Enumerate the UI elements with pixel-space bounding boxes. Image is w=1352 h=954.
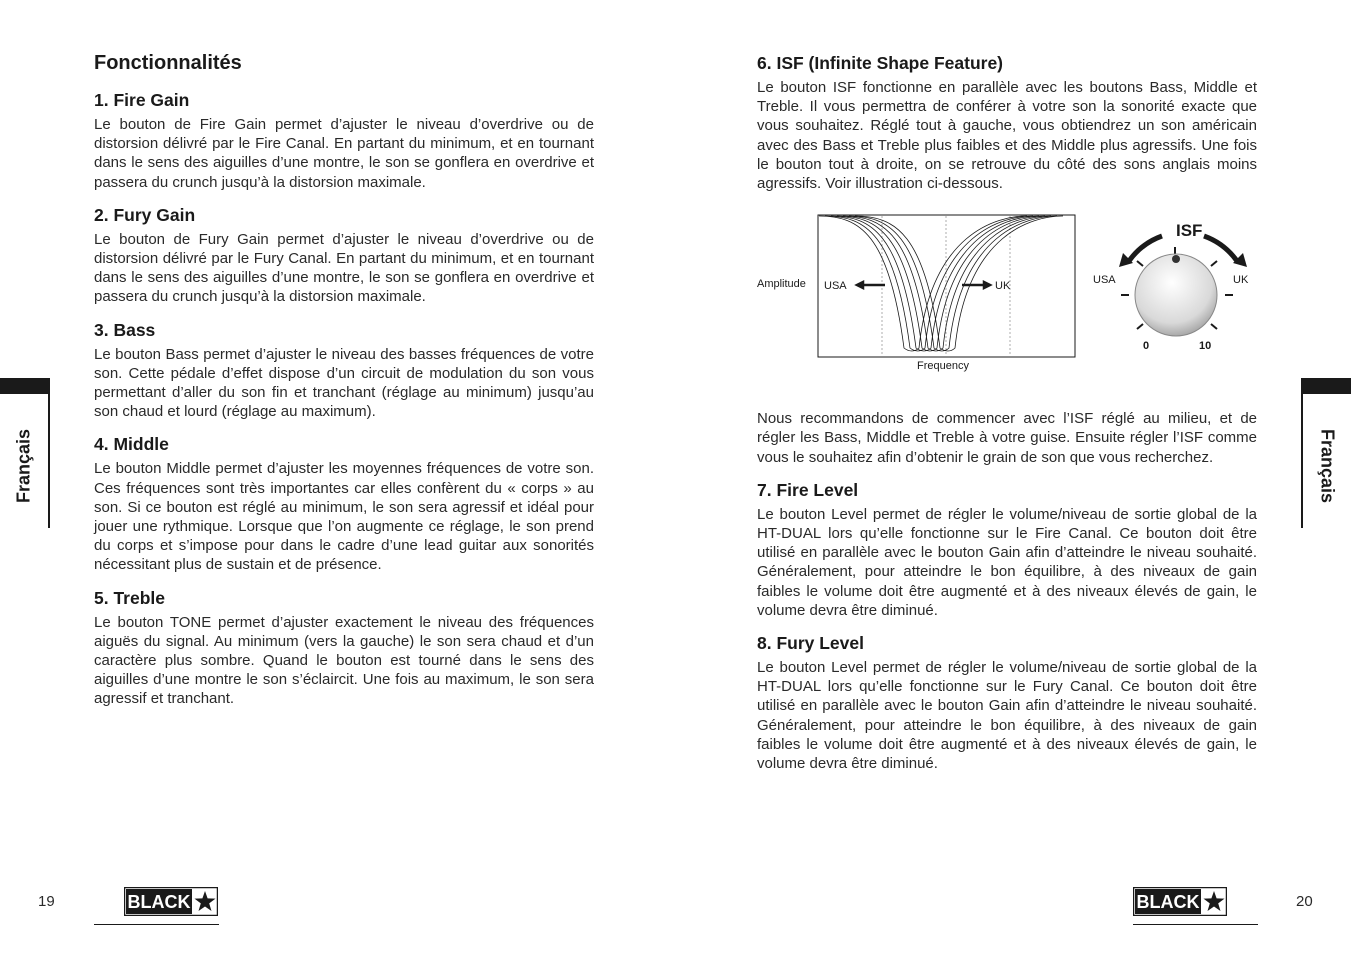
page-number-right: 20 bbox=[1296, 893, 1313, 910]
knob-right-label: UK bbox=[1233, 274, 1249, 287]
section-bass bbox=[94, 319, 594, 422]
knob-indicator bbox=[1172, 255, 1180, 263]
section-fury-level bbox=[757, 632, 1257, 773]
section-body: Le bouton Middle permet d’ajuster les moyennes fréquences de votre son. Ces fréquences sont très importantes car elles confèrent du « corps » au son. Si ce bouton est réglé au minimum, le son sera agressif et idéal pour jouer une rythmique. Lorsque que l’on augmente ce réglage, le son prend du corps et s’impose pour dans le cadre d’une lead guitar aux sonorités nécessitant plus de sustain et de présence. bbox=[94, 460, 594, 574]
section-fire-gain bbox=[94, 89, 594, 192]
knob-arrow-left bbox=[1129, 236, 1162, 261]
section-body: Le bouton de Fury Gain permet d’ajuster le niveau d’overdrive ou de distorsion délivré par le Fury Canal. En partant du minimum, et en tournant dans le sens des aiguilles d’une montre, le son se gonflera en overdrive et passera du crunch jusqu’à la distorsion maximale. bbox=[94, 230, 594, 306]
left-page-content bbox=[94, 52, 594, 721]
section-heading: 1. Fire Gain bbox=[94, 90, 190, 110]
section-heading: 2. Fury Gain bbox=[94, 204, 196, 225]
section-heading: 3. Bass bbox=[94, 319, 156, 340]
knob-arrow-right bbox=[1204, 236, 1237, 261]
section-body: Le bouton ISF fonctionne en parallèle avec les boutons Bass, Middle et Treble. Il vous permettra de conférer à votre son la sonorité exacte que vous souhaitez. Réglé tout à gauche, vous obtiendrez un son américain avec des Bass et Treble plus faibles et des Middle plus agressifs. Une fois le bouton tout à droite, on se retrouve du côté des sons anglais moins agressifs. Voir illustration ci-dessous. bbox=[757, 79, 1257, 193]
language-tab-left bbox=[0, 378, 50, 528]
black-star-logo-right bbox=[1133, 887, 1227, 916]
section-heading: 5. Treble bbox=[94, 587, 166, 608]
section-treble bbox=[94, 587, 594, 709]
usa-label: USA bbox=[824, 280, 847, 293]
knob-min-label: 0 bbox=[1143, 340, 1150, 353]
page-title: Fonctionnalités bbox=[94, 52, 242, 74]
knob-left-label: USA bbox=[1093, 274, 1116, 287]
page-number-left: 19 bbox=[38, 893, 55, 910]
knob-max-label: 10 bbox=[1199, 340, 1212, 353]
section-heading: 4. Middle bbox=[94, 434, 169, 455]
section-heading: 7. Fire Level bbox=[757, 479, 859, 500]
section-fire-level bbox=[757, 479, 1257, 620]
language-tab-right bbox=[1301, 378, 1351, 528]
isf-recommendation: Nous recommandons de commencer avec l’ISF réglé au milieu, et de régler les Bass, Middle et Treble à votre guise. Ensuite régler l’ISF comme vous le souhaitez afin d’obtenir le grain de son que vous recherchez. bbox=[757, 410, 1257, 466]
isf-illustration bbox=[757, 213, 1257, 383]
language-label: Français bbox=[13, 428, 34, 504]
frequency-label: Frequency bbox=[917, 360, 969, 373]
uk-label: UK bbox=[995, 280, 1011, 293]
section-middle bbox=[94, 433, 594, 574]
isf-knob bbox=[1135, 254, 1217, 336]
section-body: Le bouton Level permet de régler le volume/niveau de sortie global de la HT-DUAL lors qu’elle fonctionne sur le Fury Canal. Ce bouton doit être utilisé en parallèle avec le bouton Gain afin d’atteindre le niveau souhaité. Généralement, pour atteindre le bon équilibre, à des niveaux de gain faibles le volume doit être augmenté et à des niveaux élevés de gain, le volume devra être diminué. bbox=[757, 659, 1257, 773]
logo-text: BLACK bbox=[1136, 892, 1200, 912]
section-fury-gain bbox=[94, 204, 594, 307]
right-page-content bbox=[757, 52, 1257, 785]
section-body: Le bouton de Fire Gain permet d’ajuster le niveau d’overdrive ou de distorsion délivré par le Fire Canal. En partant du minimum, et en tournant dans le sens des aiguilles d’une montre, le son se gonflera en overdrive et passera du crunch jusqu’à la distorsion maximale. bbox=[94, 116, 594, 191]
knob-title: ISF bbox=[1176, 221, 1203, 241]
section-isf bbox=[757, 52, 1257, 193]
logo-text: BLACK bbox=[127, 892, 191, 912]
section-body: Le bouton Bass permet d’ajuster le niveau des basses fréquences de votre son. Cette pédale d’effet dispose d’un circuit de modulation du son vous permettant d’aller du son fin et tranchant (réglage au minimum) jusqu’au son chaud et lourd (réglage au maximum). bbox=[94, 345, 594, 421]
section-heading: 6. ISF (Infinite Shape Feature) bbox=[757, 53, 1004, 73]
section-body: Le bouton Level permet de régler le volume/niveau de sortie global de la HT-DUAL lors qu’elle fonctionne sur le Fire Canal. Ce bouton doit être utilisé en parallèle avec le bouton Gain afin d’atteindre le niveau souhaité. Généralement, pour atteindre le bon équilibre, à des niveaux de gain faibles le volume doit être augmenté et à des niveaux élevés de gain, le volume devra être diminué. bbox=[757, 505, 1257, 619]
isf-curves-diagram bbox=[757, 213, 1257, 383]
amplitude-label: Amplitude bbox=[757, 278, 806, 291]
section-heading: 8. Fury Level bbox=[757, 633, 864, 654]
footer-rule-left bbox=[94, 924, 219, 925]
section-body: Le bouton TONE permet d’ajuster exactement le niveau des fréquences aiguës du signal. Au minimum (vers la gauche) le son sera chaud et d’un caractère plus sombre. Quand le bouton est tourné dans le sens des aiguilles d’une montre le son s’éclaircit. Une fois au maximum, le son sera agressif et tranchant. bbox=[94, 613, 594, 708]
black-star-logo-left bbox=[124, 887, 218, 916]
footer-rule-right bbox=[1133, 924, 1258, 925]
language-label: Français bbox=[1317, 428, 1338, 504]
